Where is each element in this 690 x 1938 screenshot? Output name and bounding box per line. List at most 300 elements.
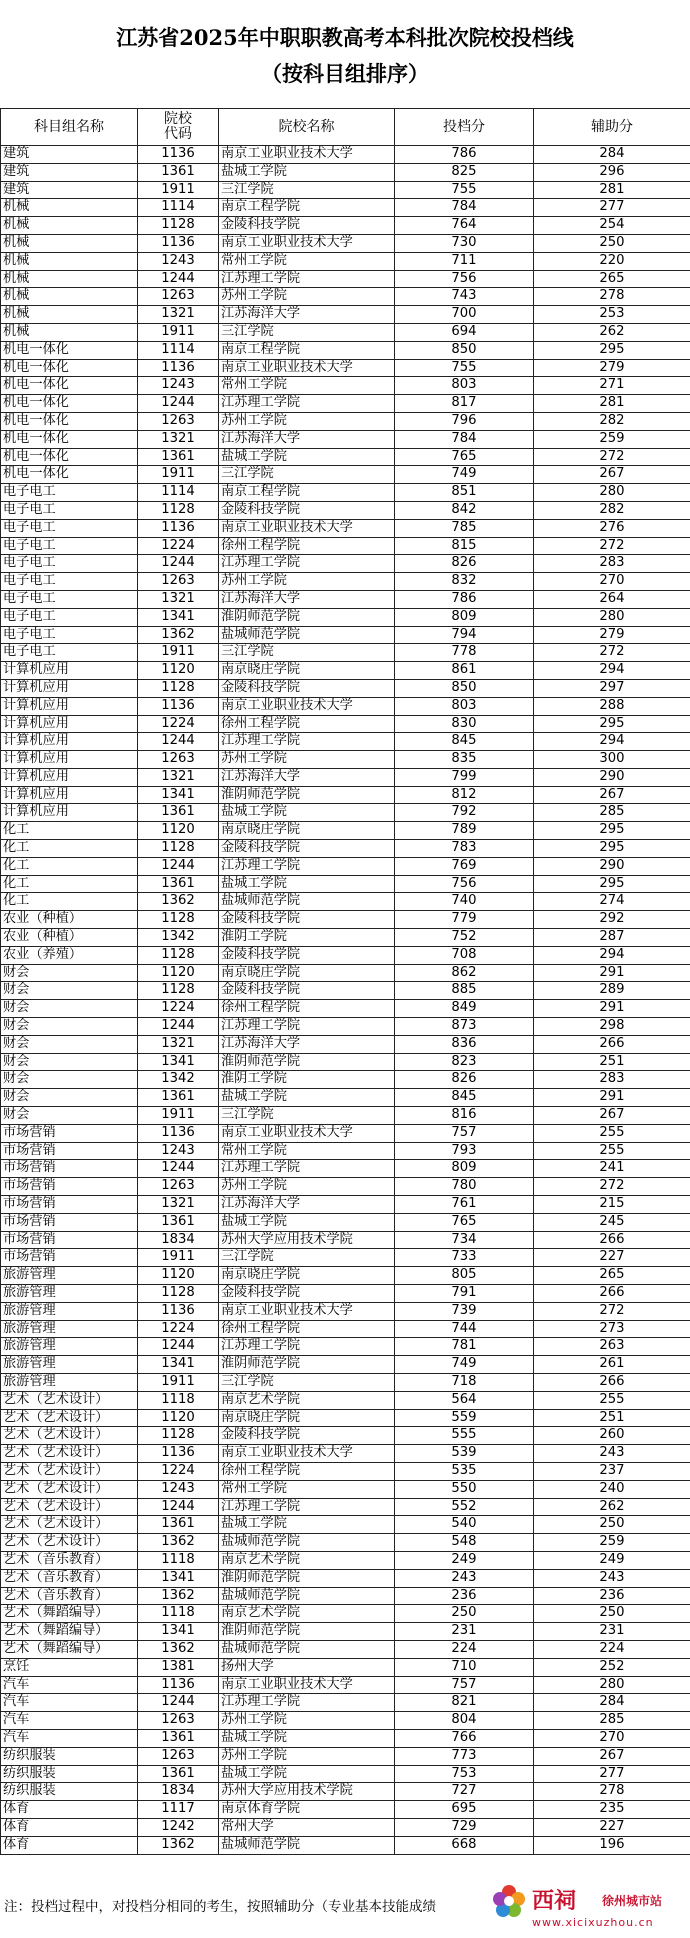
table-row [1, 1160, 690, 1178]
cell-group: 电子电工 [1, 501, 138, 519]
cell-score: 764 [395, 217, 534, 235]
cell-aux: 272 [534, 537, 690, 555]
cell-aux: 283 [534, 1071, 690, 1089]
cell-code: 1136 [138, 1676, 219, 1694]
table-row [1, 146, 690, 164]
cell-score: 231 [395, 1623, 534, 1641]
cell-code: 1341 [138, 786, 219, 804]
cell-school: 南京工程学院 [219, 484, 395, 502]
cell-code: 1361 [138, 1213, 219, 1231]
cell-group: 汽车 [1, 1729, 138, 1747]
cell-aux: 295 [534, 341, 690, 359]
cell-school: 苏州工学院 [219, 412, 395, 430]
cell-school: 盐城师范学院 [219, 1836, 395, 1854]
cell-code: 1242 [138, 1818, 219, 1836]
cell-code: 1361 [138, 804, 219, 822]
cell-group: 艺术（舞蹈编导） [1, 1605, 138, 1623]
cell-aux: 255 [534, 1142, 690, 1160]
table-row [1, 822, 690, 840]
cell-school: 淮阴师范学院 [219, 1356, 395, 1374]
cell-school: 三江学院 [219, 181, 395, 199]
cell-group: 电子电工 [1, 519, 138, 537]
cell-school: 盐城师范学院 [219, 1587, 395, 1605]
cell-aux: 295 [534, 840, 690, 858]
cell-group: 机电一体化 [1, 466, 138, 484]
cell-school: 淮阴工学院 [219, 1071, 395, 1089]
cell-school: 南京体育学院 [219, 1801, 395, 1819]
page-title: 江苏省2025年中职职教高考本科批次院校投档线 [116, 25, 574, 50]
cell-group: 体育 [1, 1836, 138, 1854]
cell-score: 812 [395, 786, 534, 804]
cell-score: 710 [395, 1658, 534, 1676]
cell-code: 1136 [138, 359, 219, 377]
cell-school: 南京艺术学院 [219, 1605, 395, 1623]
cell-aux: 262 [534, 323, 690, 341]
cell-school: 盐城工学院 [219, 1729, 395, 1747]
cell-school: 江苏海洋大学 [219, 430, 395, 448]
cell-group: 旅游管理 [1, 1338, 138, 1356]
cell-code: 1263 [138, 751, 219, 769]
cell-school: 金陵科技学院 [219, 1427, 395, 1445]
cell-code: 1341 [138, 1053, 219, 1071]
cell-score: 830 [395, 715, 534, 733]
cell-aux: 287 [534, 929, 690, 947]
table-row [1, 1018, 690, 1036]
cell-school: 盐城工学院 [219, 163, 395, 181]
cell-group: 财会 [1, 1000, 138, 1018]
cell-group: 计算机应用 [1, 786, 138, 804]
cell-group: 财会 [1, 1089, 138, 1107]
cell-aux: 270 [534, 1729, 690, 1747]
cell-group: 计算机应用 [1, 768, 138, 786]
cell-school: 苏州工学院 [219, 1178, 395, 1196]
table-row [1, 1320, 690, 1338]
cell-school: 三江学院 [219, 323, 395, 341]
table-row [1, 555, 690, 573]
cell-school: 淮阴工学院 [219, 929, 395, 947]
cell-score: 793 [395, 1142, 534, 1160]
table-row [1, 199, 690, 217]
cell-aux: 265 [534, 270, 690, 288]
cell-code: 1362 [138, 626, 219, 644]
cell-aux: 285 [534, 804, 690, 822]
cell-score: 756 [395, 875, 534, 893]
cell-school: 苏州工学院 [219, 288, 395, 306]
cell-aux: 266 [534, 1285, 690, 1303]
cell-aux: 220 [534, 252, 690, 270]
cell-score: 695 [395, 1801, 534, 1819]
cell-group: 化工 [1, 875, 138, 893]
cell-school: 盐城工学院 [219, 1089, 395, 1107]
cell-aux: 267 [534, 1747, 690, 1765]
cell-school: 盐城师范学院 [219, 1640, 395, 1658]
cell-aux: 260 [534, 1427, 690, 1445]
cell-group: 财会 [1, 1035, 138, 1053]
table-row [1, 1427, 690, 1445]
cell-code: 1341 [138, 1623, 219, 1641]
table-row [1, 163, 690, 181]
cell-aux: 291 [534, 1000, 690, 1018]
cell-aux: 266 [534, 1035, 690, 1053]
cell-group: 计算机应用 [1, 662, 138, 680]
cell-aux: 274 [534, 893, 690, 911]
cell-aux: 259 [534, 430, 690, 448]
cell-group: 市场营销 [1, 1213, 138, 1231]
cell-aux: 245 [534, 1213, 690, 1231]
table-row [1, 662, 690, 680]
table-row [1, 715, 690, 733]
cell-code: 1224 [138, 1462, 219, 1480]
cell-school: 盐城师范学院 [219, 1534, 395, 1552]
cell-school: 三江学院 [219, 644, 395, 662]
cell-code: 1128 [138, 1285, 219, 1303]
cell-school: 南京晓庄学院 [219, 662, 395, 680]
table-row [1, 1818, 690, 1836]
table-row [1, 1783, 690, 1801]
table-row [1, 323, 690, 341]
cell-school: 盐城师范学院 [219, 893, 395, 911]
cell-code: 1263 [138, 573, 219, 591]
cell-score: 739 [395, 1302, 534, 1320]
cell-score: 249 [395, 1551, 534, 1569]
cell-aux: 243 [534, 1445, 690, 1463]
table-row [1, 893, 690, 911]
cell-aux: 294 [534, 946, 690, 964]
cell-group: 旅游管理 [1, 1356, 138, 1374]
cell-code: 1244 [138, 1694, 219, 1712]
cell-school: 淮阴师范学院 [219, 608, 395, 626]
table-row [1, 1801, 690, 1819]
cell-group: 机械 [1, 306, 138, 324]
cell-score: 755 [395, 359, 534, 377]
cell-group: 机械 [1, 199, 138, 217]
table-row [1, 1089, 690, 1107]
cell-group: 艺术（舞蹈编导） [1, 1623, 138, 1641]
cell-code: 1263 [138, 1712, 219, 1730]
table-row [1, 1462, 690, 1480]
cell-score: 729 [395, 1818, 534, 1836]
cell-group: 计算机应用 [1, 804, 138, 822]
cell-score: 564 [395, 1391, 534, 1409]
table-row [1, 573, 690, 591]
cell-aux: 300 [534, 751, 690, 769]
cell-score: 804 [395, 1712, 534, 1730]
cell-school: 苏州大学应用技术学院 [219, 1783, 395, 1801]
cell-school: 南京工程学院 [219, 199, 395, 217]
cell-code: 1361 [138, 1089, 219, 1107]
cell-code: 1118 [138, 1605, 219, 1623]
table-row [1, 288, 690, 306]
cell-aux: 285 [534, 1712, 690, 1730]
cell-code: 1114 [138, 484, 219, 502]
table-row [1, 1107, 690, 1125]
cell-aux: 281 [534, 181, 690, 199]
cell-code: 1341 [138, 1569, 219, 1587]
table-row [1, 1035, 690, 1053]
cell-code: 1136 [138, 1124, 219, 1142]
table-row [1, 1142, 690, 1160]
table-row [1, 1409, 690, 1427]
cell-school: 盐城工学院 [219, 804, 395, 822]
cell-school: 三江学院 [219, 1373, 395, 1391]
cell-code: 1911 [138, 1249, 219, 1267]
cell-school: 江苏海洋大学 [219, 1196, 395, 1214]
cell-school: 扬州大学 [219, 1658, 395, 1676]
cell-score: 765 [395, 1213, 534, 1231]
cell-group: 建筑 [1, 163, 138, 181]
cell-group: 财会 [1, 1018, 138, 1036]
cell-group: 机械 [1, 288, 138, 306]
cell-aux: 272 [534, 1178, 690, 1196]
cell-aux: 215 [534, 1196, 690, 1214]
cell-score: 733 [395, 1249, 534, 1267]
cell-school: 江苏理工学院 [219, 270, 395, 288]
cell-score: 694 [395, 323, 534, 341]
cell-group: 汽车 [1, 1676, 138, 1694]
cell-group: 市场营销 [1, 1231, 138, 1249]
cell-aux: 252 [534, 1658, 690, 1676]
cell-code: 1243 [138, 1480, 219, 1498]
cell-aux: 266 [534, 1231, 690, 1249]
table-row [1, 1694, 690, 1712]
cell-school: 淮阴师范学院 [219, 1053, 395, 1071]
cell-code: 1342 [138, 929, 219, 947]
cell-group: 财会 [1, 982, 138, 1000]
table-row [1, 537, 690, 555]
cell-group: 机械 [1, 252, 138, 270]
cell-aux: 240 [534, 1480, 690, 1498]
header-aux: 辅助分 [534, 109, 690, 146]
cell-score: 780 [395, 1178, 534, 1196]
cell-code: 1321 [138, 768, 219, 786]
cell-school: 江苏海洋大学 [219, 590, 395, 608]
cell-group: 化工 [1, 893, 138, 911]
cell-school: 徐州工程学院 [219, 1462, 395, 1480]
cell-aux: 224 [534, 1640, 690, 1658]
cell-school: 南京工程学院 [219, 341, 395, 359]
cell-group: 电子电工 [1, 484, 138, 502]
cell-school: 金陵科技学院 [219, 679, 395, 697]
cell-score: 773 [395, 1747, 534, 1765]
cell-score: 794 [395, 626, 534, 644]
cell-score: 761 [395, 1196, 534, 1214]
cell-aux: 267 [534, 1107, 690, 1125]
cell-score: 765 [395, 448, 534, 466]
table-row [1, 519, 690, 537]
table-row [1, 1178, 690, 1196]
cell-score: 730 [395, 234, 534, 252]
cell-group: 机电一体化 [1, 341, 138, 359]
cell-school: 盐城工学院 [219, 448, 395, 466]
cell-score: 805 [395, 1267, 534, 1285]
cell-score: 757 [395, 1676, 534, 1694]
cell-school: 苏州工学院 [219, 573, 395, 591]
table-row [1, 234, 690, 252]
table-row [1, 1285, 690, 1303]
cell-aux: 284 [534, 146, 690, 164]
cell-score: 753 [395, 1765, 534, 1783]
cell-score: 862 [395, 964, 534, 982]
cell-aux: 280 [534, 484, 690, 502]
cell-score: 803 [395, 377, 534, 395]
cell-code: 1128 [138, 679, 219, 697]
cell-score: 749 [395, 1356, 534, 1374]
table-row [1, 252, 690, 270]
cell-school: 江苏理工学院 [219, 395, 395, 413]
cell-group: 市场营销 [1, 1178, 138, 1196]
table-row [1, 1676, 690, 1694]
cell-code: 1118 [138, 1551, 219, 1569]
cell-score: 791 [395, 1285, 534, 1303]
header-school: 院校名称 [219, 109, 395, 146]
cell-school: 常州工学院 [219, 1480, 395, 1498]
table-row [1, 1000, 690, 1018]
cell-score: 718 [395, 1373, 534, 1391]
header-group: 科目组名称 [1, 109, 138, 146]
cell-code: 1128 [138, 217, 219, 235]
table-row [1, 217, 690, 235]
cell-school: 南京晓庄学院 [219, 1409, 395, 1427]
cell-code: 1361 [138, 1516, 219, 1534]
cell-group: 机电一体化 [1, 395, 138, 413]
cell-aux: 266 [534, 1373, 690, 1391]
cell-code: 1361 [138, 875, 219, 893]
cell-school: 南京工业职业技术大学 [219, 1445, 395, 1463]
cell-school: 苏州工学院 [219, 1747, 395, 1765]
cell-group: 电子电工 [1, 644, 138, 662]
cell-code: 1911 [138, 181, 219, 199]
cell-school: 金陵科技学院 [219, 501, 395, 519]
cell-school: 常州工学院 [219, 252, 395, 270]
cell-aux: 241 [534, 1160, 690, 1178]
cell-aux: 278 [534, 1783, 690, 1801]
cell-group: 旅游管理 [1, 1373, 138, 1391]
cell-aux: 231 [534, 1623, 690, 1641]
cell-aux: 290 [534, 857, 690, 875]
cell-school: 南京晓庄学院 [219, 1267, 395, 1285]
table-row [1, 1587, 690, 1605]
cell-code: 1362 [138, 1836, 219, 1854]
cell-group: 市场营销 [1, 1249, 138, 1267]
cell-school: 江苏海洋大学 [219, 306, 395, 324]
cell-aux: 296 [534, 163, 690, 181]
cell-score: 783 [395, 840, 534, 858]
cell-code: 1362 [138, 1534, 219, 1552]
cell-group: 汽车 [1, 1712, 138, 1730]
table-row [1, 1231, 690, 1249]
cell-group: 计算机应用 [1, 679, 138, 697]
cell-group: 艺术（音乐教育） [1, 1569, 138, 1587]
cell-group: 化工 [1, 857, 138, 875]
cell-code: 1120 [138, 1267, 219, 1285]
cell-code: 1120 [138, 822, 219, 840]
cell-aux: 253 [534, 306, 690, 324]
cell-code: 1321 [138, 430, 219, 448]
cell-school: 江苏理工学院 [219, 1694, 395, 1712]
table-row [1, 1213, 690, 1231]
cell-code: 1120 [138, 964, 219, 982]
table-row [1, 1747, 690, 1765]
cell-code: 1321 [138, 1035, 219, 1053]
cell-school: 三江学院 [219, 1107, 395, 1125]
cell-group: 旅游管理 [1, 1267, 138, 1285]
table-row [1, 359, 690, 377]
cell-group: 市场营销 [1, 1124, 138, 1142]
cell-group: 农业（种植） [1, 929, 138, 947]
cell-group: 艺术（音乐教育） [1, 1551, 138, 1569]
table-row [1, 1640, 690, 1658]
cell-aux: 227 [534, 1249, 690, 1267]
cell-group: 电子电工 [1, 555, 138, 573]
cell-aux: 236 [534, 1587, 690, 1605]
cell-score: 540 [395, 1516, 534, 1534]
cell-group: 市场营销 [1, 1160, 138, 1178]
cell-aux: 265 [534, 1267, 690, 1285]
cell-school: 盐城工学院 [219, 1516, 395, 1534]
cell-group: 电子电工 [1, 590, 138, 608]
cell-score: 756 [395, 270, 534, 288]
table-row [1, 484, 690, 502]
cell-score: 744 [395, 1320, 534, 1338]
cell-aux: 292 [534, 911, 690, 929]
cell-score: 825 [395, 163, 534, 181]
table-row [1, 501, 690, 519]
table-header-row [1, 109, 690, 146]
header-score: 投档分 [395, 109, 534, 146]
cell-aux: 297 [534, 679, 690, 697]
table-row [1, 466, 690, 484]
cell-group: 纺织服装 [1, 1783, 138, 1801]
cell-group: 机电一体化 [1, 359, 138, 377]
cell-aux: 272 [534, 1302, 690, 1320]
cell-code: 1381 [138, 1658, 219, 1676]
cell-score: 850 [395, 341, 534, 359]
cell-group: 电子电工 [1, 537, 138, 555]
cell-code: 1244 [138, 395, 219, 413]
cell-score: 796 [395, 412, 534, 430]
cell-code: 1911 [138, 644, 219, 662]
cell-code: 1114 [138, 341, 219, 359]
cell-code: 1128 [138, 982, 219, 1000]
cell-aux: 281 [534, 395, 690, 413]
cell-code: 1911 [138, 466, 219, 484]
cell-aux: 291 [534, 1089, 690, 1107]
cell-aux: 250 [534, 1516, 690, 1534]
table-row [1, 608, 690, 626]
cell-score: 826 [395, 1071, 534, 1089]
footnote: 注：投档过程中，对投档分相同的考生，按照辅助分（专业基本技能成绩 [4, 1899, 436, 1915]
cell-score: 778 [395, 644, 534, 662]
cell-group: 计算机应用 [1, 733, 138, 751]
cell-score: 849 [395, 1000, 534, 1018]
table-row [1, 430, 690, 448]
table-row [1, 1249, 690, 1267]
cell-group: 艺术（艺术设计） [1, 1445, 138, 1463]
cell-score: 851 [395, 484, 534, 502]
cell-group: 艺术（艺术设计） [1, 1534, 138, 1552]
cell-school: 金陵科技学院 [219, 217, 395, 235]
cell-code: 1321 [138, 590, 219, 608]
table-row [1, 181, 690, 199]
flower-logo-icon [492, 1884, 526, 1918]
cell-score: 740 [395, 893, 534, 911]
cell-aux: 250 [534, 1605, 690, 1623]
table-row [1, 697, 690, 715]
table-body [1, 146, 690, 1855]
cell-school: 江苏理工学院 [219, 857, 395, 875]
table-row [1, 1480, 690, 1498]
cell-code: 1244 [138, 1498, 219, 1516]
